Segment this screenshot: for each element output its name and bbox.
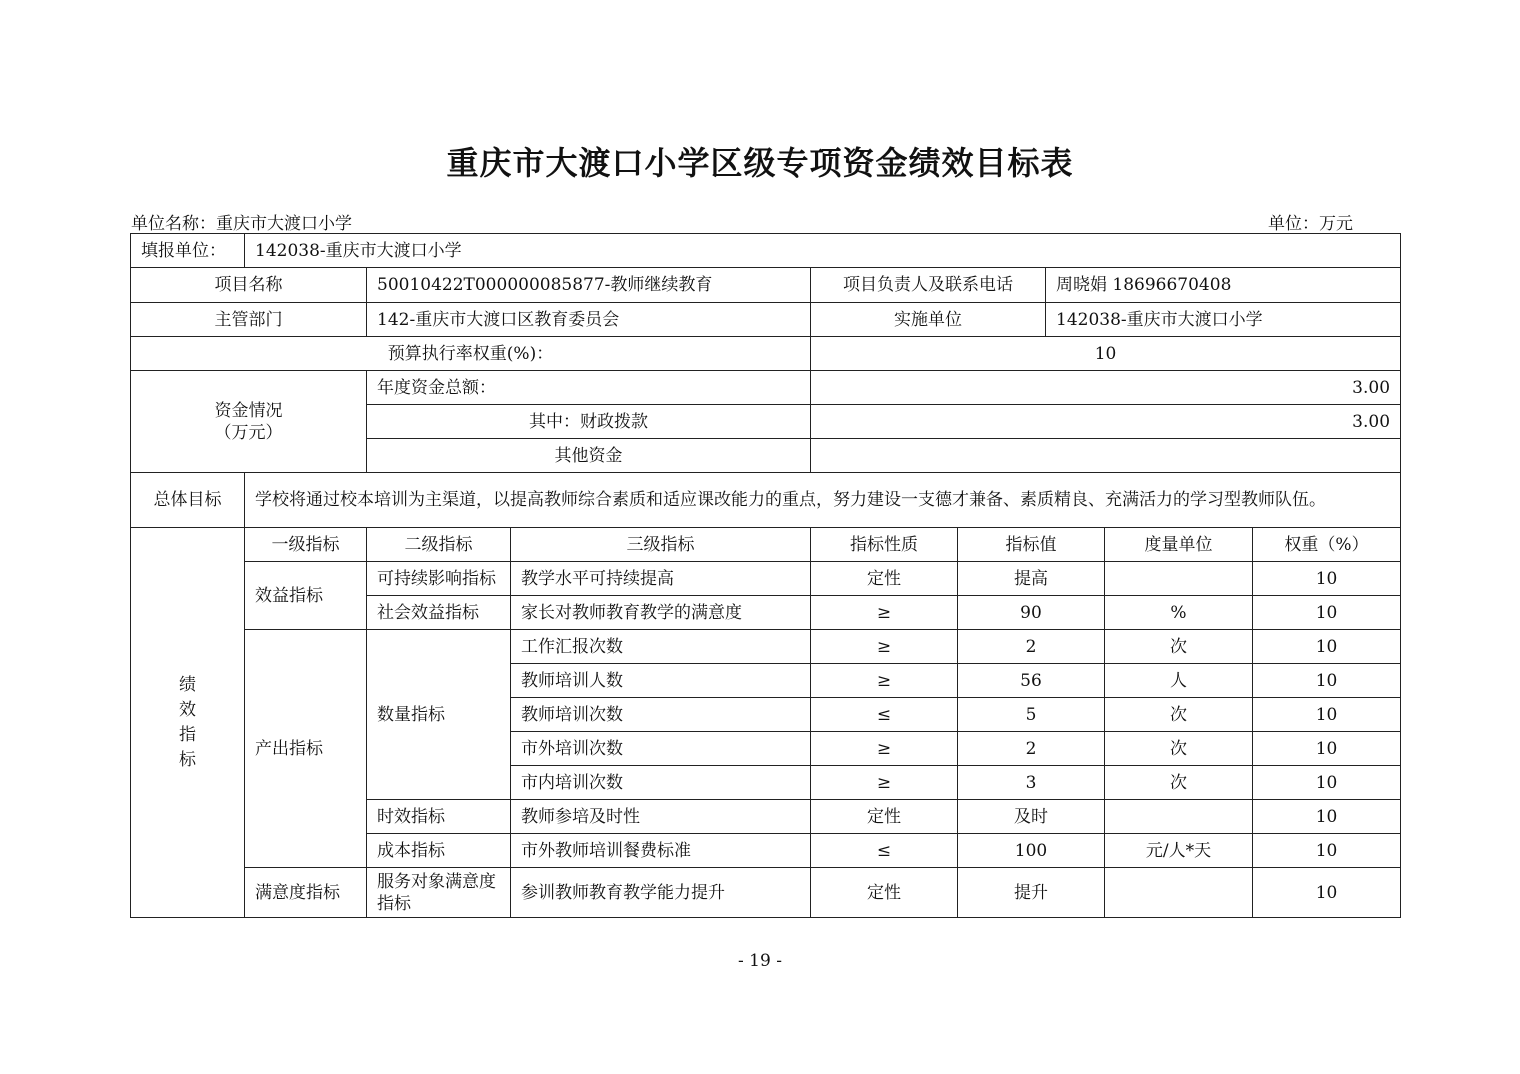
l3-cell: 家长对教师教育教学的满意度 [511, 596, 811, 630]
weight-cell: 10 [1253, 766, 1401, 800]
overall-goal-row [131, 473, 1401, 528]
value-cell: 5 [958, 698, 1105, 732]
dept-row [131, 303, 1401, 337]
weight-cell: 10 [1253, 732, 1401, 766]
budget-weight-label: 预算执行率权重(%)： [131, 337, 811, 371]
overall-goal-label: 总体目标 [131, 473, 245, 528]
contact-label: 项目负责人及联系电话 [811, 268, 1046, 303]
weight-cell: 10 [1253, 868, 1401, 918]
header-unit: 度量单位 [1105, 528, 1253, 562]
l2-cell: 服务对象满意度指标 [367, 868, 511, 918]
l2-cell: 数量指标 [367, 630, 511, 800]
table-row [131, 562, 1401, 596]
value-cell: 2 [958, 630, 1105, 664]
weight-cell: 10 [1253, 800, 1401, 834]
l3-cell: 市外教师培训餐费标准 [511, 834, 811, 868]
weight-cell: 10 [1253, 630, 1401, 664]
value-cell: 提高 [958, 562, 1105, 596]
unit-cell: 人 [1105, 664, 1253, 698]
perf-label [131, 528, 245, 918]
budget-weight-row [131, 337, 1401, 371]
header-weight: 权重（%） [1253, 528, 1401, 562]
nature-cell: ≥ [811, 630, 958, 664]
header-l3: 三级指标 [511, 528, 811, 562]
l2-cell: 成本指标 [367, 834, 511, 868]
unit-cell: 次 [1105, 630, 1253, 664]
unit-cell [1105, 868, 1253, 918]
value-cell: 2 [958, 732, 1105, 766]
l2-cell: 时效指标 [367, 800, 511, 834]
dept-value: 142-重庆市大渡口区教育委员会 [367, 303, 811, 337]
nature-cell: ≥ [811, 596, 958, 630]
project-row [131, 268, 1401, 303]
unit-name: 单位名称：重庆市大渡口小学 [131, 214, 352, 234]
nature-cell: ≥ [811, 664, 958, 698]
currency-unit: 单位：万元 [1268, 214, 1353, 234]
value-cell: 提升 [958, 868, 1105, 918]
weight-cell: 10 [1253, 596, 1401, 630]
header-l2: 二级指标 [367, 528, 511, 562]
perf-label-char: 指 [179, 724, 196, 745]
value-cell: 56 [958, 664, 1105, 698]
weight-cell: 10 [1253, 698, 1401, 732]
weight-cell: 10 [1253, 834, 1401, 868]
dept-label: 主管部门 [131, 303, 367, 337]
header-value: 指标值 [958, 528, 1105, 562]
weight-cell: 10 [1253, 664, 1401, 698]
contact-value: 周晓娟 18696670408 [1046, 268, 1401, 303]
nature-cell: 定性 [811, 562, 958, 596]
nature-cell: 定性 [811, 868, 958, 918]
performance-table [130, 233, 1401, 918]
perf-label-char: 绩 [179, 674, 196, 695]
value-cell: 100 [958, 834, 1105, 868]
unit-cell [1105, 800, 1253, 834]
unit-cell: 次 [1105, 766, 1253, 800]
l3-cell: 市内培训次数 [511, 766, 811, 800]
perf-label-char: 标 [179, 749, 196, 770]
table-row [131, 630, 1401, 664]
l3-cell: 教师参培及时性 [511, 800, 811, 834]
budget-weight-value: 10 [811, 337, 1401, 371]
fill-unit-value: 142038-重庆市大渡口小学 [245, 234, 1401, 268]
funds-label-2: （万元） [214, 422, 283, 443]
perf-label-char: 效 [179, 699, 196, 720]
l3-cell: 参训教师教育教学能力提升 [511, 868, 811, 918]
fill-unit-row [131, 234, 1401, 268]
funds-fiscal-label: 其中：财政拨款 [367, 405, 811, 439]
nature-cell: ≤ [811, 698, 958, 732]
unit-cell: % [1105, 596, 1253, 630]
header-nature: 指标性质 [811, 528, 958, 562]
unit-cell [1105, 562, 1253, 596]
value-cell: 3 [958, 766, 1105, 800]
l2-cell: 可持续影响指标 [367, 562, 511, 596]
unit-cell: 元/人*天 [1105, 834, 1253, 868]
impl-label: 实施单位 [811, 303, 1046, 337]
funds-other-value [811, 439, 1401, 473]
unit-cell: 次 [1105, 698, 1253, 732]
unit-cell: 次 [1105, 732, 1253, 766]
l3-cell: 工作汇报次数 [511, 630, 811, 664]
l1-benefit: 效益指标 [245, 562, 367, 630]
l1-satisfaction: 满意度指标 [245, 868, 367, 918]
fill-unit-label: 填报单位： [131, 234, 245, 268]
nature-cell: ≥ [811, 766, 958, 800]
l2-cell: 社会效益指标 [367, 596, 511, 630]
weight-cell: 10 [1253, 562, 1401, 596]
page-number: - 19 - [738, 951, 782, 971]
value-cell: 及时 [958, 800, 1105, 834]
table-row [131, 868, 1401, 918]
nature-cell: ≤ [811, 834, 958, 868]
project-value: 50010422T000000085877-教师继续教育 [367, 268, 811, 303]
funds-total-value: 3.00 [811, 371, 1401, 405]
overall-goal-value: 学校将通过校本培训为主渠道，以提高教师综合素质和适应课改能力的重点，努力建设一支德才兼备、素质精良、充满活力的学习型教师队伍。 [245, 473, 1401, 528]
funds-label-1: 资金情况 [214, 400, 283, 421]
page-title: 重庆市大渡口小学区级专项资金绩效目标表 [446, 144, 1074, 182]
l3-cell: 教学水平可持续提高 [511, 562, 811, 596]
funds-other-label: 其他资金 [367, 439, 811, 473]
funds-total-row [131, 371, 1401, 405]
l3-cell: 教师培训次数 [511, 698, 811, 732]
impl-value: 142038-重庆市大渡口小学 [1046, 303, 1401, 337]
nature-cell: ≥ [811, 732, 958, 766]
header-l1: 一级指标 [245, 528, 367, 562]
funds-fiscal-value: 3.00 [811, 405, 1401, 439]
nature-cell: 定性 [811, 800, 958, 834]
perf-header-row [131, 528, 1401, 562]
value-cell: 90 [958, 596, 1105, 630]
l1-output: 产出指标 [245, 630, 367, 868]
l3-cell: 教师培训人数 [511, 664, 811, 698]
funds-total-label: 年度资金总额： [367, 371, 811, 405]
l3-cell: 市外培训次数 [511, 732, 811, 766]
funds-label [131, 371, 367, 473]
project-label: 项目名称 [131, 268, 367, 303]
